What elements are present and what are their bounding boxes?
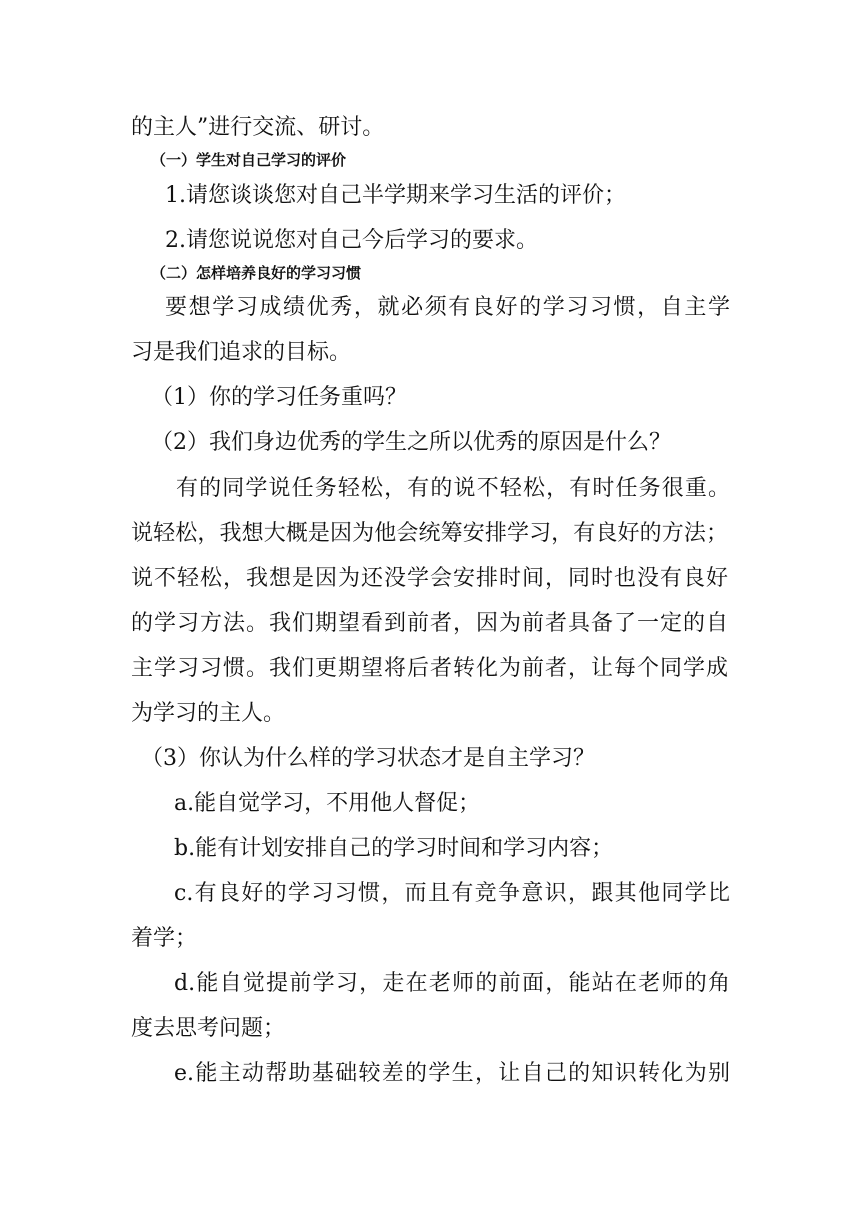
text-line-5: 习是我们追求的目标。 <box>131 340 352 365</box>
text-line-10: 说不轻松，我想是因为还没学会安排时间，同时也没有良好 <box>131 566 728 591</box>
text-line-15: a.能自觉学习，不用他人督促； <box>174 791 481 816</box>
section-heading-2: （二）怎样培养良好的学习习惯 <box>151 264 362 282</box>
section-heading-1: （一）学生对自己学习的评价 <box>151 151 347 169</box>
text-line-14: （3）你认为什么样的学习状态才是自主学习？ <box>141 746 595 771</box>
text-line-16: b.能有计划安排自己的学习时间和学习内容； <box>174 836 614 861</box>
text-line-19: d.能自觉提前学习，走在老师的前面，能站在老师的角 <box>174 971 730 996</box>
text-line-17: c.有良好的学习习惯，而且有竞争意识，跟其他同学比 <box>174 881 730 906</box>
text-line-1: 的主人”进行交流、研讨。 <box>131 115 385 140</box>
text-line-8: 有的同学说任务轻松，有的说不轻松，有时任务很重。 <box>176 476 730 501</box>
text-line-7: （2）我们身边优秀的学生之所以优秀的原因是什么？ <box>151 430 671 455</box>
text-line-21: e.能主动帮助基础较差的学生，让自己的知识转化为别 <box>174 1061 730 1086</box>
text-line-20: 度去思考问题； <box>131 1016 286 1041</box>
text-line-3: 2.请您说说您对自己今后学习的要求。 <box>165 228 538 253</box>
text-line-11: 的学习方法。我们期望看到前者，因为前者具备了一定的自 <box>131 611 728 636</box>
text-line-6: （1）你的学习任务重吗？ <box>151 385 407 410</box>
text-line-9: 说轻松，我想大概是因为他会统筹安排学习，有良好的方法； <box>131 521 728 546</box>
text-line-18: 着学； <box>131 926 198 951</box>
text-line-12: 主学习习惯。我们更期望将后者转化为前者，让每个同学成 <box>131 656 728 681</box>
text-line-4: 要想学习成绩优秀，就必须有良好的学习习惯，自主学 <box>165 295 730 320</box>
text-line-2: 1.请您谈谈您对自己半学期来学习生活的评价； <box>165 183 626 208</box>
text-line-13: 为学习的主人。 <box>131 701 286 726</box>
